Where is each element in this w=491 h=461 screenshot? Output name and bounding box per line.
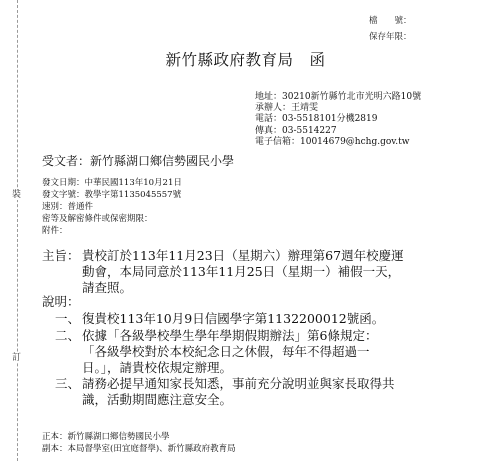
- contact-address: 地址：30210新竹縣竹北市光明六路10號: [255, 92, 422, 102]
- contact-handler: 承辦人：王靖雯: [255, 103, 319, 114]
- item-line: 「各級學校對於本校紀念日之休假，每年不得超過一: [82, 344, 370, 359]
- explanation-item-2: [82, 328, 377, 376]
- explanation-item-1: [82, 311, 384, 327]
- subject-label: 主旨：: [42, 248, 80, 263]
- doc-number: 發文字號：教學字第1135045557號: [42, 190, 182, 200]
- item-line: 識，活動期間應注意安全。: [82, 392, 233, 407]
- contact-block: [255, 92, 421, 148]
- main-recipient: 正本：新竹縣湖口鄉信勢國民小學: [42, 432, 170, 442]
- item-number: 一、: [55, 311, 81, 326]
- item-line: 日。」，請貴校依規定辦理。: [82, 360, 233, 375]
- item-number: 二、: [55, 328, 81, 343]
- contact-email[interactable]: 電子信箱：10014679@hchg.gov.tw: [255, 136, 410, 147]
- page-title: 新竹縣政府教育局 函: [165, 51, 326, 69]
- explanation-label: 說明：: [42, 294, 80, 309]
- recipient-line: 受文者：新竹縣湖口鄉信勢國民小學: [42, 154, 235, 168]
- explanation-item-3: [82, 376, 395, 408]
- copy-recipients: 副本：本局督學室(田宜庭督學)、新竹縣政府教育局: [42, 444, 236, 454]
- security-class: 密等及解密條件或保密期限：: [42, 214, 153, 224]
- contact-phone: 電話：03-5518101分機2819: [255, 114, 378, 125]
- item-line: 依據「各級學校學生學年學期假期辦法」第6條規定：: [82, 328, 378, 343]
- retention-label: 保存年限：: [369, 32, 412, 42]
- binding-mark-zhuang: 裝: [12, 190, 22, 200]
- subject-line: 動會，本局同意於113年11月25日（星期一）補假一天，: [82, 264, 401, 279]
- binding-mark-ding: 訂: [12, 353, 22, 363]
- item-line: 復貴校113年10月9日信國學字第1132200012號函。: [82, 311, 385, 326]
- item-number: 三、: [55, 376, 81, 391]
- attachment: 附件：: [42, 226, 68, 236]
- subject-line: 貴校訂於113年11月23日（星期六）辦理第67週年校慶運: [82, 248, 404, 263]
- subject-line: 請查照。: [82, 280, 133, 295]
- issue-date: 發文日期：中華民國113年10月21日: [42, 178, 182, 188]
- item-line: 請務必提早通知家長知悉，事前充分說明並與家長取得共: [82, 376, 395, 391]
- subject-text: [82, 248, 404, 296]
- speed-class: 速別：普通件: [42, 202, 94, 212]
- contact-fax: 傳真：03-5514227: [255, 125, 337, 136]
- file-number-label: 檔 號：: [369, 16, 412, 26]
